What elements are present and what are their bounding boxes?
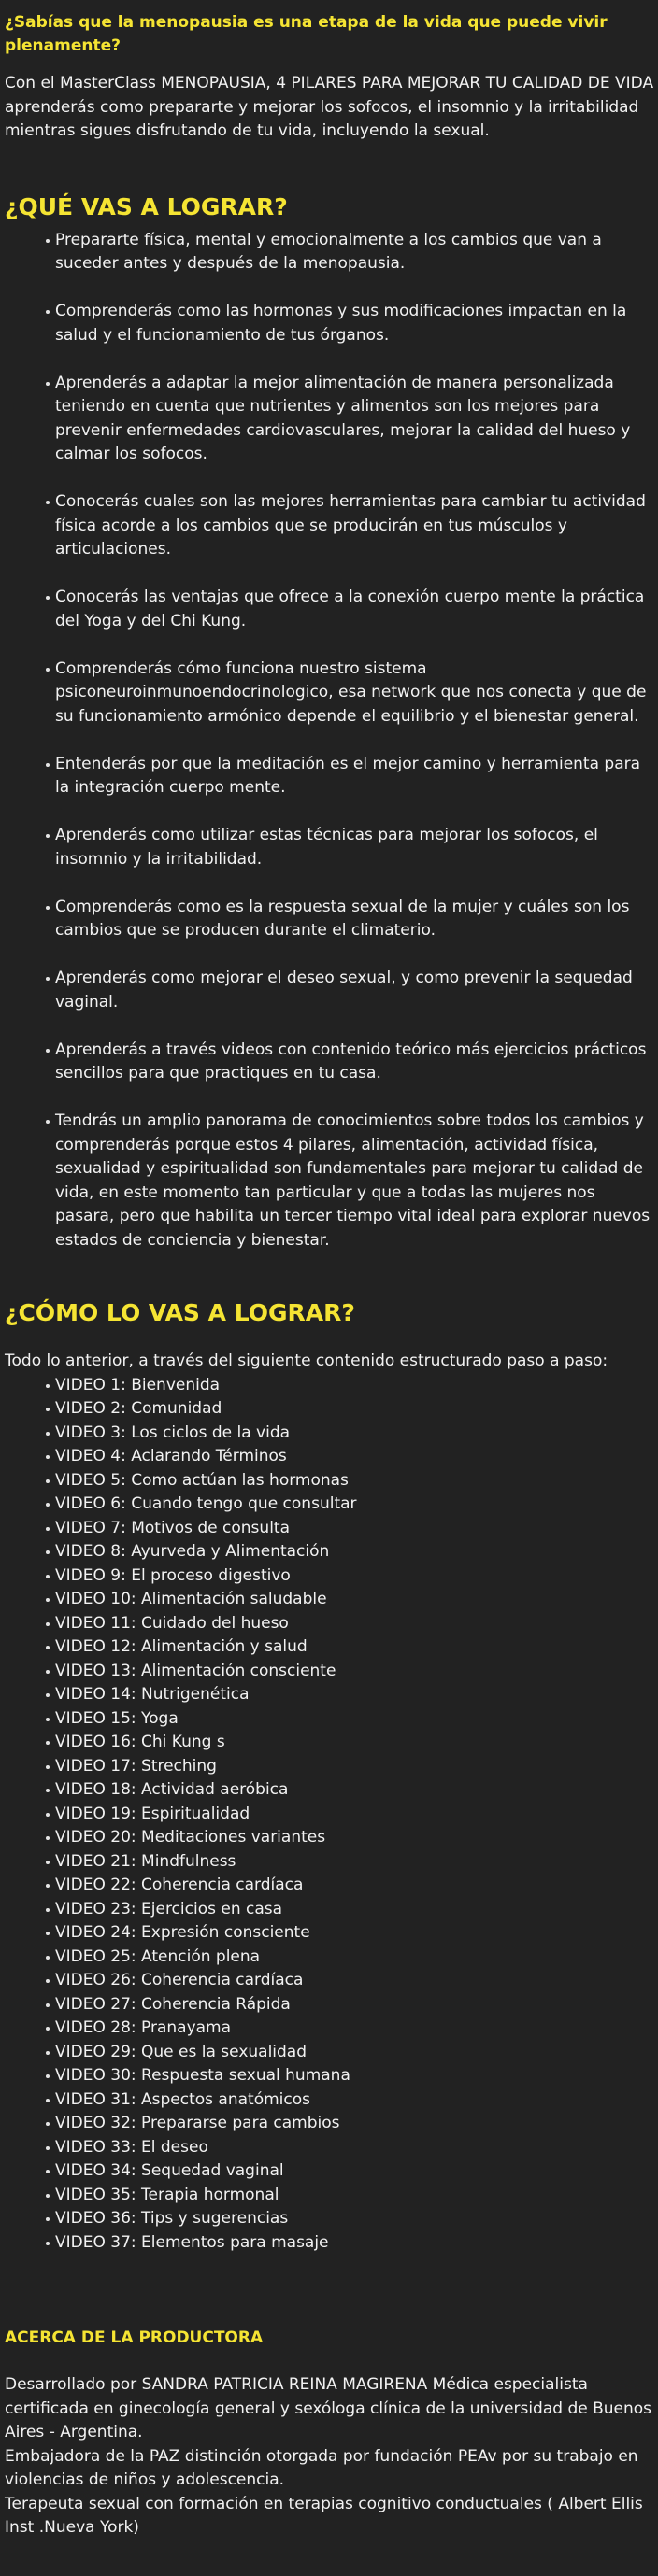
about-paragraph: Desarrollado por SANDRA PATRICIA REINA MAGIRENA Médica especialista certificada en ginecología general y sexóloga clínica de la universidad de Buenos Aires - Argentina. (5, 2375, 652, 2442)
video-item: VIDEO 3: Los ciclos de la vida (55, 1422, 654, 1446)
goal-item: Comprenderás como es la respuesta sexual de la mujer y cuáles son los cambios que se producen durante el climaterio. (55, 896, 654, 943)
video-item: VIDEO 33: El deseo (55, 2136, 654, 2160)
goal-item: Aprenderás como utilizar estas técnicas para mejorar los sofocos, el insomnio y la irritabilidad. (55, 824, 654, 871)
about-paragraph: Embajadora de la PAZ distinción otorgada por fundación PEAv por su trabajo en violencias de niños y adolescencia. (5, 2446, 638, 2489)
about-paragraph: Terapeuta sexual con formación en terapias cognitivo conductuales ( Albert Ellis Inst .Nueva York) (5, 2494, 643, 2537)
goal-item: Aprenderás como mejorar el deseo sexual, y como prevenir la sequedad vaginal. (55, 967, 654, 1014)
video-item: VIDEO 20: Meditaciones variantes (55, 1826, 654, 1850)
video-item: VIDEO 19: Espiritualidad (55, 1803, 654, 1827)
video-item: VIDEO 16: Chi Kung s (55, 1731, 654, 1755)
video-item: VIDEO 13: Alimentación consciente (55, 1660, 654, 1684)
goals-title: ¿QUÉ VAS A LOGRAR? (5, 192, 288, 220)
video-item: VIDEO 23: Ejercicios en casa (55, 1898, 654, 1922)
goals-list (5, 229, 654, 1253)
video-item: VIDEO 28: Pranayama (55, 2017, 654, 2041)
video-item: VIDEO 21: Mindfulness (55, 1850, 654, 1875)
video-item: VIDEO 6: Cuando tengo que consultar (55, 1493, 654, 1517)
video-item: VIDEO 7: Motivos de consulta (55, 1517, 654, 1541)
intro-text: Con el MasterClass MENOPAUSIA, 4 PILARES PARA MEJORAR TU CALIDAD DE VIDA aprenderás como prepararte y mejorar los sofocos, el insomnio y la irritabilidad mientras sigues disfrutando de tu vida, incluyendo la sexual. (5, 74, 654, 140)
goal-item: Aprenderás a adaptar la mejor alimentación de manera personalizada teniendo en cuenta que nutrientes y alimentos son los mejores para prevenir enfermedades cardiovasculares, mejorar la calidad del hueso y calmar los sofocos. (55, 372, 654, 467)
video-item: VIDEO 12: Alimentación y salud (55, 1635, 654, 1660)
goal-item: Entenderás por que la meditación es el mejor camino y herramienta para la integración cuerpo mente. (55, 753, 654, 800)
about-text (5, 2373, 654, 2541)
how-title: ¿CÓMO LO VAS A LOGRAR? (5, 1299, 355, 1326)
video-item: VIDEO 17: Streching (55, 1755, 654, 1779)
intro-question: ¿Sabías que la menopausia es una etapa de la vida que puede vivir plenamente? (5, 13, 608, 55)
video-item: VIDEO 1: Bienvenida (55, 1374, 654, 1398)
video-item: VIDEO 22: Coherencia cardíaca (55, 1874, 654, 1898)
about-section (5, 2327, 654, 2541)
goal-item: Comprenderás cómo funciona nuestro sistema psiconeuroinmunoendocrinologico, esa network que nos conecta y que de su funcionamiento armónico depende el equilibrio y el bienestar general. (55, 658, 654, 729)
intro-section (5, 11, 654, 144)
video-item: VIDEO 18: Actividad aeróbica (55, 1778, 654, 1803)
video-item: VIDEO 34: Sequedad vaginal (55, 2159, 654, 2184)
goal-item: Prepararte física, mental y emocionalmente a los cambios que van a suceder antes y después de la menopausia. (55, 229, 654, 276)
video-item: VIDEO 25: Atención plena (55, 1946, 654, 1970)
video-item: VIDEO 29: Que es la sexualidad (55, 2041, 654, 2065)
goal-item: Comprenderás como las hormonas y sus modificaciones impactan en la salud y el funcionamiento de tus órganos. (55, 300, 654, 347)
video-item: VIDEO 15: Yoga (55, 1707, 654, 1732)
goals-section (5, 193, 654, 1253)
goal-item: Aprenderás a través videos con contenido teórico más ejercicios prácticos sencillos para que practiques en tu casa. (55, 1039, 654, 1086)
video-item: VIDEO 26: Coherencia cardíaca (55, 1969, 654, 1993)
goal-item: Conocerás cuales son las mejores herramientas para cambiar tu actividad física acorde a los cambios que se producirán en tus músculos y articulaciones. (55, 490, 654, 562)
video-item: VIDEO 11: Cuidado del hueso (55, 1612, 654, 1636)
video-item: VIDEO 5: Como actúan las hormonas (55, 1469, 654, 1493)
video-item: VIDEO 2: Comunidad (55, 1397, 654, 1422)
goal-item: Tendrás un amplio panorama de conocimientos sobre todos los cambios y comprenderás porque estos 4 pilares, alimentación, actividad física, sexualidad y espiritualidad son fundamentales para mejorar tu calidad de vida, en este momento tan particular y que a todas las mujeres nos pasara, pero que habilita un tercer tiempo vital ideal para explorar nuevos estados de conciencia y bienestar. (55, 1110, 654, 1253)
about-title: ACERCA DE LA PRODUCTORA (5, 2328, 264, 2347)
video-item: VIDEO 35: Terapia hormonal (55, 2184, 654, 2208)
how-intro-text: Todo lo anterior, a través del siguiente contenido estructurado paso a paso: (5, 1352, 608, 1370)
video-item: VIDEO 14: Nutrigenética (55, 1683, 654, 1707)
video-item: VIDEO 27: Coherencia Rápida (55, 1993, 654, 2017)
video-item: VIDEO 36: Tips y sugerencias (55, 2207, 654, 2231)
video-item: VIDEO 4: Aclarando Términos (55, 1445, 654, 1469)
video-item: VIDEO 32: Prepararse para cambios (55, 2112, 654, 2136)
video-item: VIDEO 8: Ayurveda y Alimentación (55, 1540, 654, 1564)
video-item: VIDEO 9: El proceso digestivo (55, 1564, 654, 1589)
how-section (5, 1299, 654, 2255)
video-item: VIDEO 31: Aspectos anatómicos (55, 2088, 654, 2113)
goal-item: Conocerás las ventajas que ofrece a la conexión cuerpo mente la práctica del Yoga y del Chi Kung. (55, 586, 654, 633)
video-item: VIDEO 10: Alimentación saludable (55, 1588, 654, 1612)
video-item: VIDEO 30: Respuesta sexual humana (55, 2064, 654, 2088)
video-item: VIDEO 24: Expresión consciente (55, 1921, 654, 1946)
video-list (5, 1374, 654, 2256)
video-item: VIDEO 37: Elementos para masaje (55, 2231, 654, 2256)
